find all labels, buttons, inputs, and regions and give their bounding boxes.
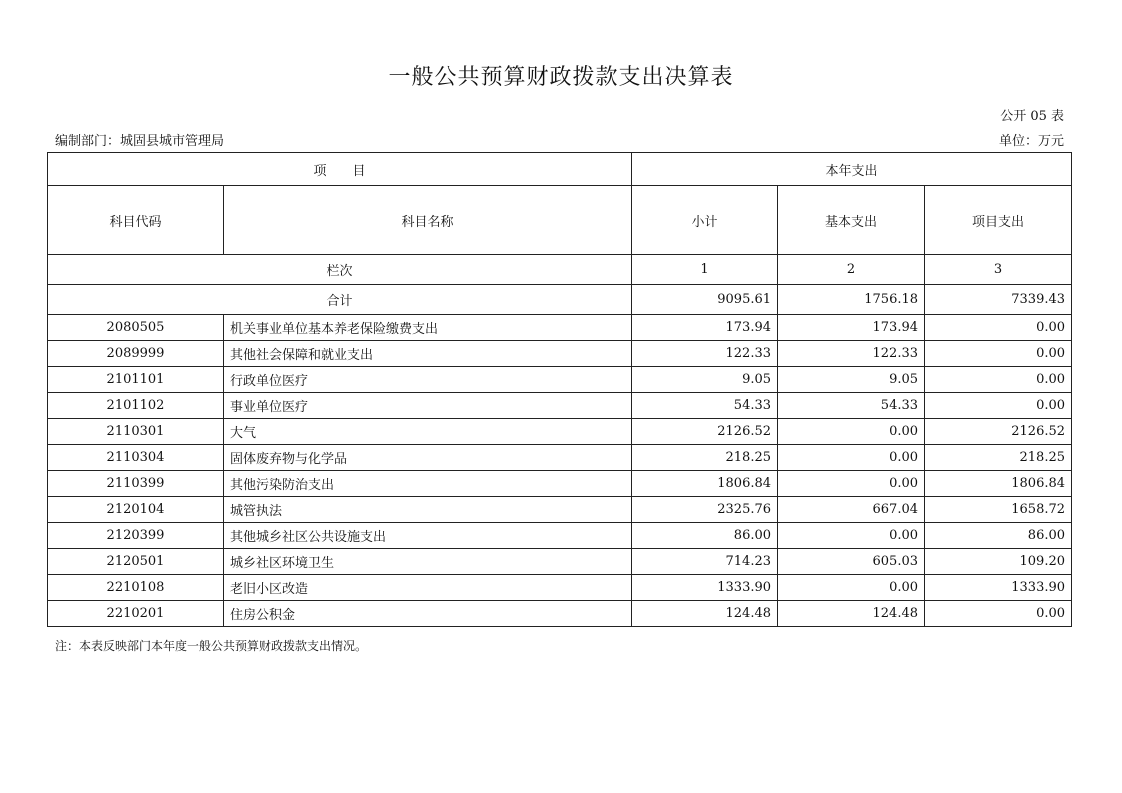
row-subtotal: 714.23: [632, 549, 778, 575]
row-subtotal: 2325.76: [632, 497, 778, 523]
header-basic: 基本支出: [778, 186, 925, 255]
header-row-1: [48, 153, 1072, 186]
table-row: [48, 575, 1072, 601]
form-number: 公开 05 表: [1000, 109, 1064, 124]
row-project: 1806.84: [925, 471, 1072, 497]
total-row: [48, 285, 1072, 315]
table-row: [48, 315, 1072, 341]
header-row-2: [48, 186, 1072, 255]
row-project: 86.00: [925, 523, 1072, 549]
table-row: [48, 393, 1072, 419]
header-year-expense: 本年支出: [632, 153, 1072, 186]
row-code: 2210201: [48, 601, 224, 627]
header-code: 科目代码: [48, 186, 224, 255]
row-subtotal: 1806.84: [632, 471, 778, 497]
row-code: 2120399: [48, 523, 224, 549]
row-name: 其他城乡社区公共设施支出: [224, 523, 632, 549]
row-subtotal: 1333.90: [632, 575, 778, 601]
row-name: 城乡社区环境卫生: [224, 549, 632, 575]
total-subtotal: 9095.61: [632, 285, 778, 315]
row-project: 2126.52: [925, 419, 1072, 445]
row-code: 2101102: [48, 393, 224, 419]
column-index-row: [48, 255, 1072, 285]
row-name: 行政单位医疗: [224, 367, 632, 393]
row-basic: 0.00: [778, 575, 925, 601]
row-basic: 0.00: [778, 445, 925, 471]
expenditure-table: [47, 152, 1072, 627]
row-code: 2120104: [48, 497, 224, 523]
row-name: 固体废弃物与化学品: [224, 445, 632, 471]
row-code: 2210108: [48, 575, 224, 601]
row-basic: 122.33: [778, 341, 925, 367]
row-name: 大气: [224, 419, 632, 445]
row-basic: 0.00: [778, 523, 925, 549]
row-subtotal: 2126.52: [632, 419, 778, 445]
row-project: 218.25: [925, 445, 1072, 471]
row-basic: 9.05: [778, 367, 925, 393]
row-name: 机关事业单位基本养老保险缴费支出: [224, 315, 632, 341]
row-name: 其他污染防治支出: [224, 471, 632, 497]
table-row: [48, 497, 1072, 523]
row-project: 0.00: [925, 367, 1072, 393]
row-code: 2120501: [48, 549, 224, 575]
row-subtotal: 124.48: [632, 601, 778, 627]
page-title: 一般公共预算财政拨款支出决算表: [388, 65, 734, 90]
row-subtotal: 218.25: [632, 445, 778, 471]
row-subtotal: 122.33: [632, 341, 778, 367]
table-row: [48, 471, 1072, 497]
table-row: [48, 549, 1072, 575]
row-basic: 667.04: [778, 497, 925, 523]
row-basic: 0.00: [778, 419, 925, 445]
table-row: [48, 341, 1072, 367]
row-code: 2101101: [48, 367, 224, 393]
row-subtotal: 9.05: [632, 367, 778, 393]
total-project: 7339.43: [925, 285, 1072, 315]
row-code: 2110304: [48, 445, 224, 471]
row-project: 109.20: [925, 549, 1072, 575]
row-subtotal: 54.33: [632, 393, 778, 419]
header-subtotal: 小计: [632, 186, 778, 255]
row-code: 2080505: [48, 315, 224, 341]
column-index-3: 3: [925, 255, 1072, 285]
row-basic: 605.03: [778, 549, 925, 575]
row-basic: 173.94: [778, 315, 925, 341]
row-project: 0.00: [925, 315, 1072, 341]
row-basic: 124.48: [778, 601, 925, 627]
row-project: 0.00: [925, 393, 1072, 419]
row-basic: 54.33: [778, 393, 925, 419]
row-name: 老旧小区改造: [224, 575, 632, 601]
row-code: 2110399: [48, 471, 224, 497]
row-project: 1658.72: [925, 497, 1072, 523]
row-name: 其他社会保障和就业支出: [224, 341, 632, 367]
row-subtotal: 86.00: [632, 523, 778, 549]
row-name: 住房公积金: [224, 601, 632, 627]
row-name: 城管执法: [224, 497, 632, 523]
table-row: [48, 523, 1072, 549]
footnote: 注：本表反映部门本年度一般公共预算财政拨款支出情况。: [55, 639, 368, 653]
table-row: [48, 367, 1072, 393]
row-project: 0.00: [925, 601, 1072, 627]
department-label: 编制部门：城固县城市管理局: [55, 134, 225, 149]
row-project: 1333.90: [925, 575, 1072, 601]
row-code: 2110301: [48, 419, 224, 445]
row-name: 事业单位医疗: [224, 393, 632, 419]
table-row: [48, 445, 1072, 471]
header-project-expense: 项目支出: [925, 186, 1072, 255]
column-index-2: 2: [778, 255, 925, 285]
row-code: 2089999: [48, 341, 224, 367]
table-row: [48, 419, 1072, 445]
row-subtotal: 173.94: [632, 315, 778, 341]
table-row: [48, 601, 1072, 627]
total-label: 合计: [48, 285, 632, 315]
row-basic: 0.00: [778, 471, 925, 497]
row-project: 0.00: [925, 341, 1072, 367]
total-basic: 1756.18: [778, 285, 925, 315]
column-index-label: 栏次: [48, 255, 632, 285]
unit-label: 单位：万元: [998, 134, 1064, 149]
header-name: 科目名称: [224, 186, 632, 255]
column-index-1: 1: [632, 255, 778, 285]
header-project: 项 目: [48, 153, 632, 186]
